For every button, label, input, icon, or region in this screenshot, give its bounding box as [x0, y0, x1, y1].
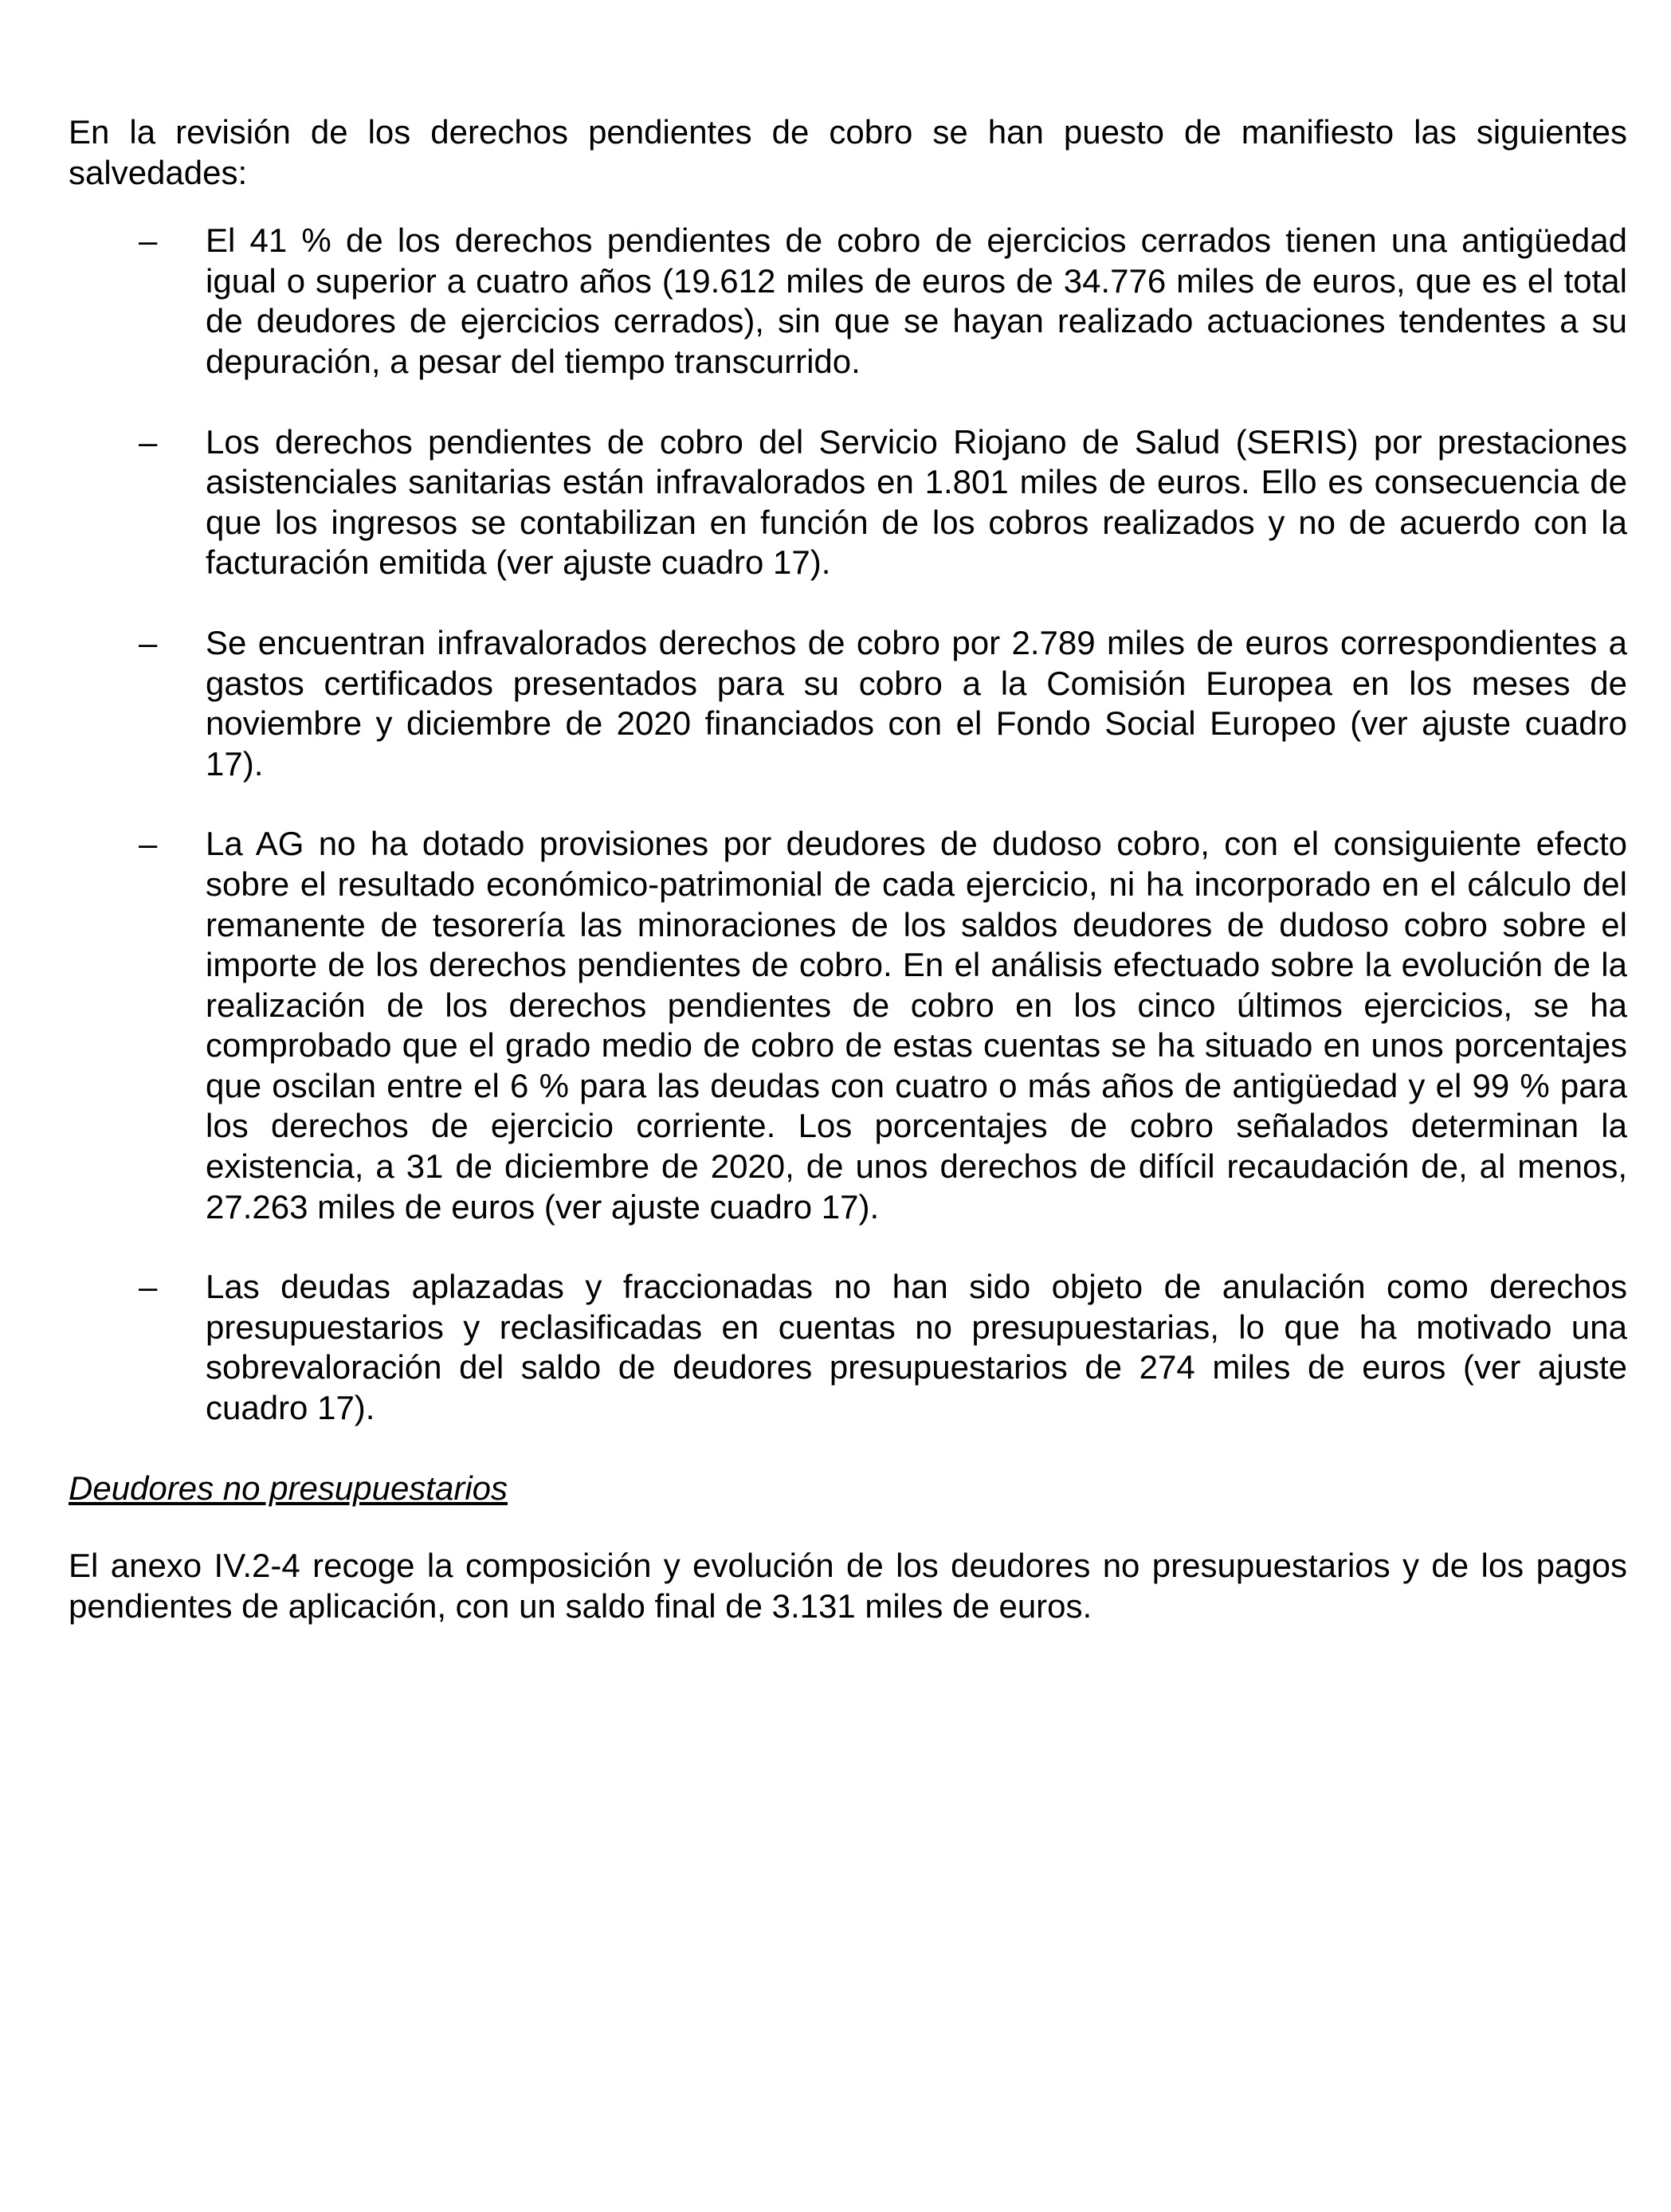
list-item — [69, 221, 1627, 382]
dash-bullet-icon: – — [139, 1268, 158, 1306]
section-heading: Deudores no presupuestarios — [69, 1469, 508, 1507]
list-item-text: La AG no ha dotado provisiones por deudores de dudoso cobro, con el consiguiente efecto sobre el resultado económico-patrimonial de cada ejercicio, ni ha incorporado en el cálculo del remanente de tesorería las minoraciones de los saldos deudores de dudoso cobro sobre el importe de los derechos pendientes de cobro. En el análisis efectuado sobre la evolución de la realización de los derechos pendientes de cobro en los cinco últimos ejercicios, se ha comprobado que el grado medio de cobro de estas cuentas se ha situado en unos porcentajes que oscilan entre el 6 % para las deudas con cuatro o más años de antigüedad y el 99 % para los derechos de ejercicio corriente. Los porcentajes de cobro señalados determinan la existencia, a 31 de diciembre de 2020, de unos derechos de difícil recaudación de, al menos, 27.263 miles de euros (ver ajuste cuadro 17). — [206, 825, 1627, 1226]
document-page — [69, 112, 1627, 1626]
closing-paragraph: El anexo IV.2-4 recoge la composición y evolución de los deudores no presupuestarios y de los pagos pendientes de aplicación, con un saldo final de 3.131 miles de euros. — [69, 1547, 1627, 1625]
list-item — [69, 1267, 1627, 1428]
dash-bullet-icon: – — [139, 825, 158, 863]
list-item-text: Las deudas aplazadas y fraccionadas no han sido objeto de anulación como derechos presupuestarios y reclasificadas en cuentas no presupuestarias, lo que ha motivado una sobrevaloración del saldo de deudores presupuestarios de 274 miles de euros (ver ajuste cuadro 17). — [206, 1268, 1627, 1427]
list-item-text: El 41 % de los derechos pendientes de cobro de ejercicios cerrados tienen una antigüedad igual o superior a cuatro años (19.612 miles de euros de 34.776 miles de euros, que es el total de deudores de ejercicios cerrados), sin que se hayan realizado actuaciones tendentes a su depuración, a pesar del tiempo transcurrido. — [206, 222, 1627, 380]
list-item — [69, 623, 1627, 784]
intro-paragraph: En la revisión de los derechos pendientes de cobro se han puesto de manifiesto las siguientes salvedades: — [69, 113, 1627, 191]
list-item-text: Los derechos pendientes de cobro del Servicio Riojano de Salud (SERIS) por prestaciones asistenciales sanitarias están infravalorados en 1.801 miles de euros. Ello es consecuencia de que los ingresos se contabilizan en función de los cobros realizados y no de acuerdo con la facturación emitida (ver ajuste cuadro 17). — [206, 422, 1627, 582]
list-item — [69, 824, 1627, 1227]
dash-bullet-icon: – — [139, 422, 158, 461]
list-item-text: Se encuentran infravalorados derechos de cobro por 2.789 miles de euros correspondientes a gastos certificados presentados para su cobro a la Comisión Europea en los meses de noviembre y diciembre de 2020 financiados con el Fondo Social Europeo (ver ajuste cuadro 17). — [206, 623, 1627, 782]
salvedades-list — [69, 221, 1627, 1428]
dash-bullet-icon: – — [139, 222, 158, 260]
dash-bullet-icon: – — [139, 623, 158, 661]
list-item — [69, 422, 1627, 583]
